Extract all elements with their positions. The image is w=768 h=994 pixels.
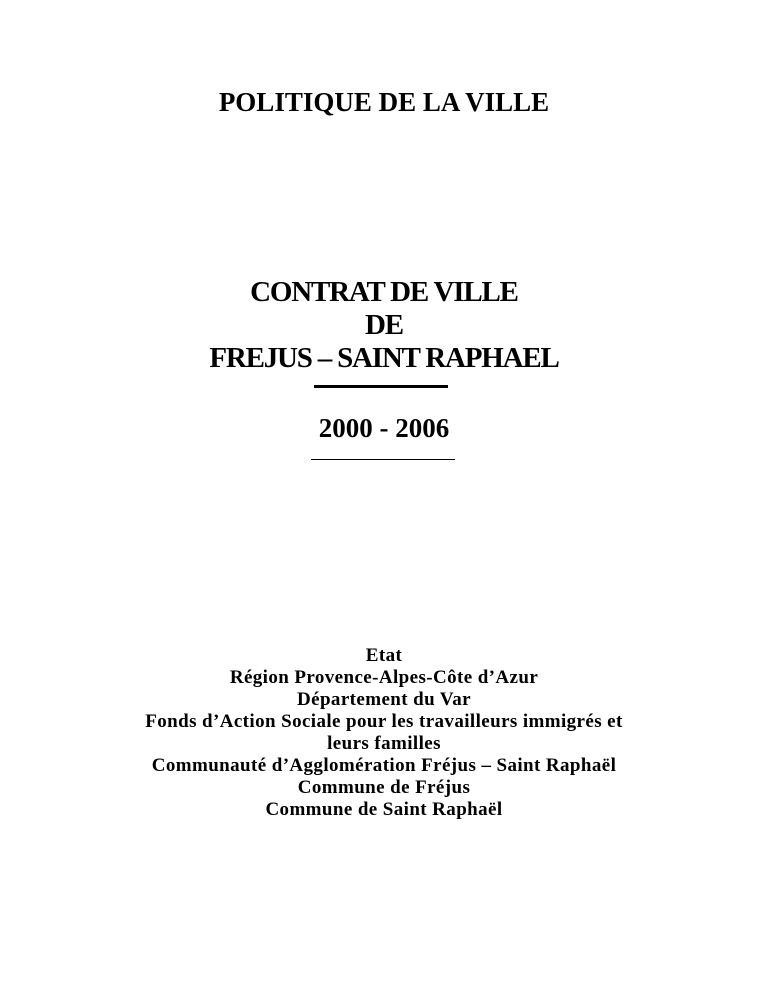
partner-line: Région Provence-Alpes-Côte d’Azur [229,667,539,688]
contract-title [0,276,768,375]
partner-line: Commune de Saint Raphaël [265,799,503,820]
title-divider [314,385,448,388]
page-heading: POLITIQUE DE LA VILLE [218,87,550,117]
years-divider [311,459,455,460]
contract-title-line-2: DE [365,309,403,341]
partner-line: leurs familles [327,733,441,754]
partner-line: Département du Var [297,689,471,710]
partner-line: Commune de Fréjus [297,777,471,798]
partners-list [0,645,768,821]
partner-line: Etat [365,645,403,666]
contract-title-line-3: FREJUS – SAINT RAPHAEL [209,342,559,374]
contract-title-line-1: CONTRAT DE VILLE [250,276,518,308]
partner-line: Fonds d’Action Sociale pour les travailleurs immigrés et [145,711,623,732]
contract-years: 2000 - 2006 [318,413,450,443]
partner-line: Communauté d’Agglomération Fréjus – Saint Raphaël [151,755,617,776]
